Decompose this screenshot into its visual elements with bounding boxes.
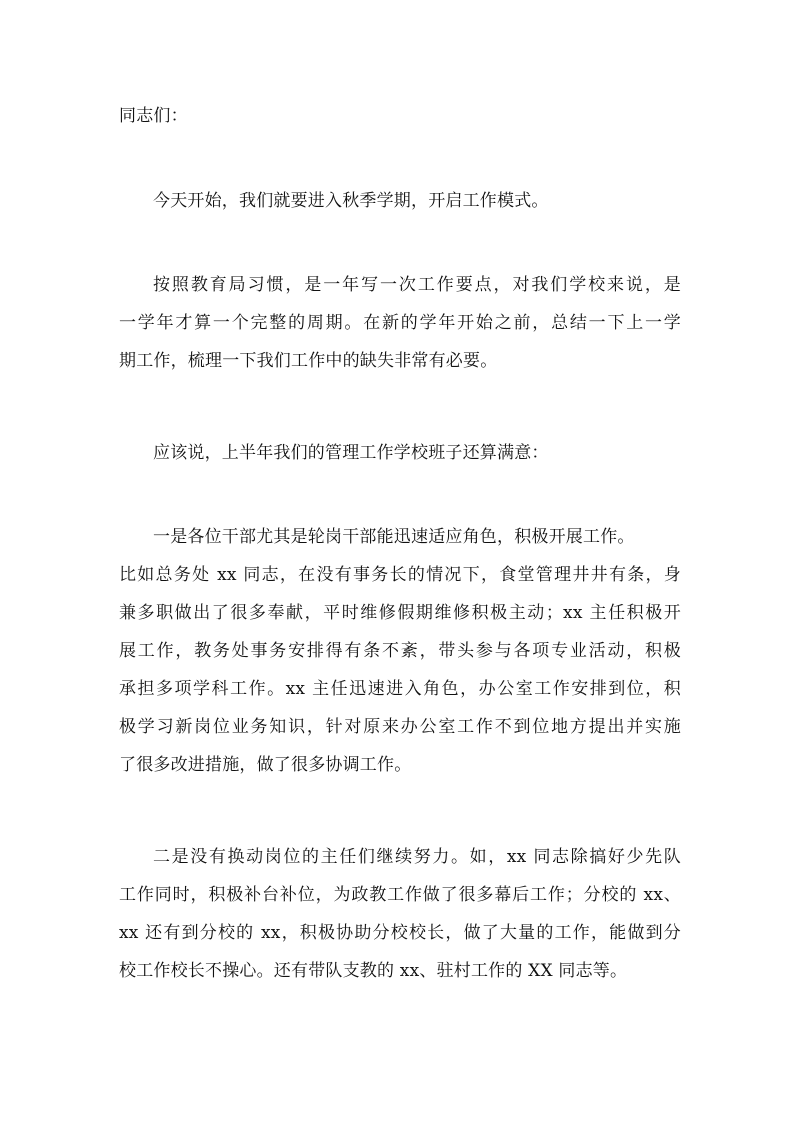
paragraph-3-line-1: 应该说，上半年我们的管理工作学校班子还算满意： xyxy=(153,443,549,463)
paragraph-4-line-2: 比如总务处 xx 同志，在没有事务长的情况下，食堂管理井井有条，身 xyxy=(119,565,681,585)
paragraph-5-line-1: 二是没有换动岗位的主任们继续努力。如，xx 同志除搞好少先队 xyxy=(153,847,681,867)
paragraph-5-line-2: 工作同时，积极补台补位，为政教工作做了很多幕后工作；分校的 xx、 xyxy=(119,885,681,905)
paragraph-4-line-1: 一是各位干部尤其是轮岗干部能迅速适应角色，积极开展工作。 xyxy=(153,527,635,547)
paragraph-4-line-6: 极学习新岗位业务知识，针对原来办公室工作不到位地方提出并实施 xyxy=(119,717,681,737)
paragraph-2-line-2: 一学年才算一个完整的周期。在新的学年开始之前，总结一下上一学 xyxy=(119,313,681,333)
paragraph-1-line-1: 今天开始，我们就要进入秋季学期，开启工作模式。 xyxy=(153,191,549,211)
paragraph-4-line-3: 兼多职做出了很多奉献，平时维修假期维修积极主动；xx 主任积极开 xyxy=(119,603,681,623)
paragraph-4-line-5: 承担多项学科工作。xx 主任迅速进入角色，办公室工作安排到位，积 xyxy=(119,679,681,699)
paragraph-5-line-3: xx 还有到分校的 xx，积极协助分校校长，做了大量的工作，能做到分 xyxy=(119,923,681,943)
paragraph-2-line-1: 按照教育局习惯，是一年写一次工作要点，对我们学校来说，是 xyxy=(153,275,681,295)
paragraph-5-line-4: 校工作校长不操心。还有带队支教的 xx、驻村工作的 XX 同志等。 xyxy=(119,961,628,981)
paragraph-4-line-7: 了很多改进措施，做了很多协调工作。 xyxy=(119,755,412,775)
paragraph-4-line-4: 展工作，教务处事务安排得有条不紊，带头参与各项专业活动，积极 xyxy=(119,641,681,661)
salutation: 同志们： xyxy=(119,106,188,126)
paragraph-2-line-3: 期工作，梳理一下我们工作中的缺失非常有必要。 xyxy=(119,351,498,371)
